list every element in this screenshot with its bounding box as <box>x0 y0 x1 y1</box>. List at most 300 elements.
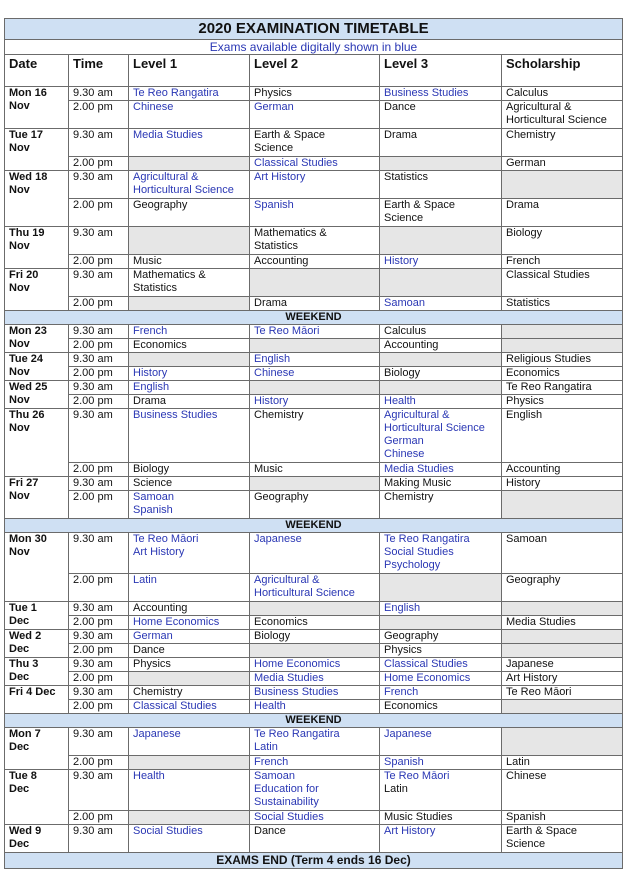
header-date: Date <box>5 55 69 87</box>
exam-subject: Mathematics & <box>254 227 327 239</box>
exam-subject: Media Studies <box>506 616 576 628</box>
exam-subject: Chinese <box>384 448 425 460</box>
level-1-cell <box>129 101 250 129</box>
exam-subject: Agricultural & <box>384 409 450 421</box>
weekend-separator <box>5 519 623 533</box>
header-level-3: Level 3 <box>380 55 502 87</box>
level-1-cell <box>129 297 250 311</box>
table-row <box>5 339 623 353</box>
table-row <box>5 700 623 714</box>
exam-subject: Home Economics <box>254 658 341 670</box>
exam-subject: Social Studies <box>254 811 324 823</box>
timetable-body <box>5 87 623 853</box>
date-text: Nov <box>9 490 30 502</box>
exam-subject: Science <box>506 838 546 850</box>
level-2-cell <box>250 409 380 463</box>
level-1-cell <box>129 756 250 770</box>
header-scholarship: Scholarship <box>502 55 623 87</box>
exam-subject: German <box>133 630 173 642</box>
exam-subject: Chinese <box>254 367 295 379</box>
level-2-cell <box>250 491 380 519</box>
exam-subject: Religious Studies <box>506 353 591 365</box>
weekend-label: WEEKEND <box>5 311 623 325</box>
level-2-cell <box>250 129 380 157</box>
level-3-cell <box>380 700 502 714</box>
exam-subject: Statistics <box>384 171 429 183</box>
level-1-cell <box>129 616 250 630</box>
level-3-cell <box>380 463 502 477</box>
table-row <box>5 644 623 658</box>
level-2-cell <box>250 700 380 714</box>
time-cell: 9.30 am <box>69 658 129 672</box>
date-text: Nov <box>9 240 30 252</box>
exam-subject: Health <box>254 700 286 712</box>
table-row <box>5 269 623 297</box>
exam-subject: Biology <box>506 227 543 239</box>
date-cell <box>5 686 69 714</box>
level-3-cell <box>380 574 502 602</box>
exam-subject: Drama <box>133 395 167 407</box>
exam-subject: Making Music <box>384 477 452 489</box>
level-2-cell <box>250 825 380 853</box>
exam-subject: Chemistry <box>384 491 434 503</box>
level-1-cell <box>129 811 250 825</box>
table-row <box>5 395 623 409</box>
table-row <box>5 157 623 171</box>
level-3-cell <box>380 533 502 574</box>
exam-subject: Chinese <box>506 770 547 782</box>
date-text: Dec <box>9 671 30 683</box>
exam-subject: Samoan <box>254 770 295 782</box>
exam-subject: German <box>254 101 294 113</box>
exam-subject: French <box>254 756 289 768</box>
level-3-cell <box>380 477 502 491</box>
date-text: Tue 24 <box>9 353 44 365</box>
exam-subject: Home Economics <box>133 616 220 628</box>
time-cell: 2.00 pm <box>69 339 129 353</box>
exam-subject: Chemistry <box>254 409 304 421</box>
exam-subject: Samoan <box>133 491 174 503</box>
exam-subject: Calculus <box>506 87 549 99</box>
level-3-cell <box>380 101 502 129</box>
level-1-cell <box>129 574 250 602</box>
exam-subject: Psychology <box>384 559 441 571</box>
time-cell: 9.30 am <box>69 409 129 463</box>
exam-subject: German <box>384 435 424 447</box>
page-title: 2020 EXAMINATION TIMETABLE <box>5 19 623 40</box>
scholarship-cell <box>502 395 623 409</box>
date-cell <box>5 533 69 602</box>
scholarship-cell <box>502 353 623 367</box>
time-cell: 2.00 pm <box>69 297 129 311</box>
level-2-cell <box>250 574 380 602</box>
level-3-cell <box>380 811 502 825</box>
time-cell: 9.30 am <box>69 533 129 574</box>
exam-subject: Latin <box>254 741 278 753</box>
level-3-cell <box>380 255 502 269</box>
level-1-cell <box>129 533 250 574</box>
exam-subject: Japanese <box>133 728 181 740</box>
date-text: Tue 8 <box>9 770 37 782</box>
exam-subject: Social Studies <box>133 825 203 837</box>
level-3-cell <box>380 658 502 672</box>
date-text: Tue 17 <box>9 129 44 141</box>
table-row <box>5 227 623 255</box>
table-row <box>5 630 623 644</box>
level-1-cell <box>129 269 250 297</box>
table-row <box>5 297 623 311</box>
exam-subject: Biology <box>254 630 291 642</box>
time-cell: 9.30 am <box>69 227 129 255</box>
level-2-cell <box>250 297 380 311</box>
table-row <box>5 491 623 519</box>
exam-subject: Business Studies <box>384 87 469 99</box>
date-text: Nov <box>9 338 30 350</box>
table-row <box>5 409 623 463</box>
exam-subject: Chemistry <box>506 129 556 141</box>
exam-subject: Spanish <box>254 199 294 211</box>
exam-subject: Drama <box>254 297 288 309</box>
level-2-cell <box>250 353 380 367</box>
exam-subject: Art History <box>384 825 436 837</box>
level-1-cell <box>129 825 250 853</box>
level-3-cell <box>380 157 502 171</box>
table-row <box>5 101 623 129</box>
exam-subject: Statistics <box>133 282 178 294</box>
date-text: Mon 23 <box>9 325 47 337</box>
level-2-cell <box>250 477 380 491</box>
level-2-cell <box>250 770 380 811</box>
level-3-cell <box>380 825 502 853</box>
exam-subject: Music <box>133 255 162 267</box>
level-1-cell <box>129 227 250 255</box>
exam-subject: Geography <box>384 630 439 642</box>
time-cell: 2.00 pm <box>69 756 129 770</box>
time-cell: 2.00 pm <box>69 811 129 825</box>
table-row <box>5 199 623 227</box>
exam-subject: History <box>254 395 289 407</box>
date-cell <box>5 381 69 409</box>
time-cell: 9.30 am <box>69 353 129 367</box>
exam-subject: Latin <box>384 783 408 795</box>
scholarship-cell <box>502 574 623 602</box>
level-2-cell <box>250 381 380 395</box>
table-row <box>5 367 623 381</box>
table-row <box>5 686 623 700</box>
level-1-cell <box>129 700 250 714</box>
time-cell: 9.30 am <box>69 269 129 297</box>
exam-subject: Science <box>133 477 173 489</box>
level-2-cell <box>250 630 380 644</box>
date-text: Dec <box>9 741 30 753</box>
date-cell <box>5 325 69 353</box>
exam-subject: Spanish <box>506 811 546 823</box>
level-3-cell <box>380 672 502 686</box>
scholarship-cell <box>502 756 623 770</box>
exam-subject: Agricultural & <box>133 171 199 183</box>
time-cell: 2.00 pm <box>69 101 129 129</box>
level-1-cell <box>129 339 250 353</box>
exam-subject: Japanese <box>384 728 432 740</box>
exam-subject: English <box>506 409 543 421</box>
date-cell <box>5 477 69 519</box>
exam-subject: History <box>384 255 419 267</box>
level-2-cell <box>250 672 380 686</box>
level-3-cell <box>380 644 502 658</box>
exam-subject: Dance <box>133 644 165 656</box>
scholarship-cell <box>502 686 623 700</box>
date-text: Wed 2 <box>9 630 42 642</box>
scholarship-cell <box>502 630 623 644</box>
exam-subject: Geography <box>254 491 309 503</box>
level-1-cell <box>129 602 250 616</box>
scholarship-cell <box>502 811 623 825</box>
time-cell: 2.00 pm <box>69 491 129 519</box>
header-level-2: Level 2 <box>250 55 380 87</box>
level-3-cell <box>380 269 502 297</box>
level-1-cell <box>129 367 250 381</box>
scholarship-cell <box>502 227 623 255</box>
level-3-cell <box>380 353 502 367</box>
level-3-cell <box>380 381 502 395</box>
level-3-cell <box>380 339 502 353</box>
scholarship-cell <box>502 770 623 811</box>
table-row <box>5 129 623 157</box>
exam-subject: French <box>384 686 419 698</box>
exam-subject: Statistics <box>506 297 551 309</box>
date-text: Mon 7 <box>9 728 41 740</box>
weekend-label: WEEKEND <box>5 519 623 533</box>
time-cell: 2.00 pm <box>69 199 129 227</box>
exam-subject: Te Reo Rangatira <box>384 533 470 545</box>
table-row <box>5 171 623 199</box>
exam-subject: Latin <box>133 574 157 586</box>
level-1-cell <box>129 672 250 686</box>
level-3-cell <box>380 325 502 339</box>
scholarship-cell <box>502 171 623 199</box>
level-1-cell <box>129 770 250 811</box>
level-2-cell <box>250 686 380 700</box>
date-cell <box>5 129 69 171</box>
scholarship-cell <box>502 157 623 171</box>
exam-subject: Physics <box>254 87 292 99</box>
table-row <box>5 616 623 630</box>
level-3-cell <box>380 602 502 616</box>
scholarship-cell <box>502 339 623 353</box>
table-row <box>5 658 623 672</box>
level-2-cell <box>250 325 380 339</box>
time-cell: 2.00 pm <box>69 672 129 686</box>
time-cell: 2.00 pm <box>69 157 129 171</box>
exam-subject: Biology <box>133 463 170 475</box>
exam-subject: Biology <box>384 367 421 379</box>
table-row <box>5 533 623 574</box>
level-1-cell <box>129 477 250 491</box>
date-text: Nov <box>9 422 30 434</box>
scholarship-cell <box>502 87 623 101</box>
date-text: Tue 1 <box>9 602 37 614</box>
level-3-cell <box>380 756 502 770</box>
exam-subject: Spanish <box>133 504 173 516</box>
table-row <box>5 87 623 101</box>
exam-subject: Accounting <box>254 255 309 267</box>
exam-subject: Health <box>384 395 416 407</box>
date-text: Dec <box>9 643 30 655</box>
exam-subject: Latin <box>506 756 530 768</box>
exam-subject: Drama <box>506 199 540 211</box>
date-text: Thu 26 <box>9 409 45 421</box>
time-cell: 9.30 am <box>69 129 129 157</box>
scholarship-cell <box>502 255 623 269</box>
date-text: Dec <box>9 615 30 627</box>
exam-subject: Samoan <box>384 297 425 309</box>
level-1-cell <box>129 157 250 171</box>
date-text: Mon 16 <box>9 87 47 99</box>
table-row <box>5 825 623 853</box>
level-3-cell <box>380 367 502 381</box>
exam-subject: Physics <box>133 658 171 670</box>
level-3-cell <box>380 409 502 463</box>
header-level-1: Level 1 <box>129 55 250 87</box>
exam-subject: Geography <box>133 199 188 211</box>
exam-subject: Economics <box>254 616 308 628</box>
level-2-cell <box>250 756 380 770</box>
scholarship-cell <box>502 825 623 853</box>
table-row <box>5 353 623 367</box>
level-3-cell <box>380 129 502 157</box>
level-1-cell <box>129 630 250 644</box>
scholarship-cell <box>502 672 623 686</box>
level-1-cell <box>129 644 250 658</box>
level-2-cell <box>250 171 380 199</box>
date-text: Nov <box>9 142 30 154</box>
scholarship-cell <box>502 477 623 491</box>
exam-subject: Economics <box>506 367 560 379</box>
date-text: Thu 19 <box>9 227 45 239</box>
level-3-cell <box>380 227 502 255</box>
level-1-cell <box>129 658 250 672</box>
level-2-cell <box>250 157 380 171</box>
table-row <box>5 463 623 477</box>
level-3-cell <box>380 297 502 311</box>
date-text: Nov <box>9 546 30 558</box>
level-1-cell <box>129 395 250 409</box>
level-2-cell <box>250 463 380 477</box>
time-cell: 9.30 am <box>69 770 129 811</box>
exam-subject: Classical Studies <box>384 658 468 670</box>
level-2-cell <box>250 395 380 409</box>
exam-subject: Dance <box>384 101 416 113</box>
weekend-separator <box>5 311 623 325</box>
table-row <box>5 602 623 616</box>
scholarship-cell <box>502 409 623 463</box>
exam-subject: Music Studies <box>384 811 453 823</box>
exam-subject: Horticultural Science <box>506 114 607 126</box>
exam-subject: Sustainability <box>254 796 319 808</box>
level-1-cell <box>129 255 250 269</box>
exam-subject: Physics <box>384 644 422 656</box>
exam-subject: Earth & Space <box>254 129 325 141</box>
scholarship-cell <box>502 325 623 339</box>
level-3-cell <box>380 395 502 409</box>
time-cell: 9.30 am <box>69 825 129 853</box>
time-cell: 2.00 pm <box>69 255 129 269</box>
table-row <box>5 255 623 269</box>
time-cell: 2.00 pm <box>69 574 129 602</box>
level-2-cell <box>250 87 380 101</box>
level-2-cell <box>250 367 380 381</box>
exam-subject: Art History <box>254 171 306 183</box>
level-3-cell <box>380 491 502 519</box>
scholarship-cell <box>502 700 623 714</box>
exam-subject: Business Studies <box>254 686 339 698</box>
level-1-cell <box>129 463 250 477</box>
scholarship-cell <box>502 463 623 477</box>
date-cell <box>5 227 69 269</box>
date-cell <box>5 825 69 853</box>
exam-subject: Te Reo Māori <box>133 533 199 545</box>
date-text: Dec <box>9 838 30 850</box>
scholarship-cell <box>502 491 623 519</box>
exam-subject: Drama <box>384 129 418 141</box>
date-text: Wed 18 <box>9 171 48 183</box>
level-3-cell <box>380 199 502 227</box>
scholarship-cell <box>502 602 623 616</box>
exam-subject: Accounting <box>506 463 561 475</box>
level-3-cell <box>380 630 502 644</box>
date-cell <box>5 353 69 381</box>
level-2-cell <box>250 269 380 297</box>
level-1-cell <box>129 686 250 700</box>
scholarship-cell <box>502 616 623 630</box>
level-3-cell <box>380 87 502 101</box>
time-cell: 2.00 pm <box>69 644 129 658</box>
exam-subject: Home Economics <box>384 672 471 684</box>
level-2-cell <box>250 533 380 574</box>
date-text: Nov <box>9 366 30 378</box>
scholarship-cell <box>502 199 623 227</box>
exams-end-banner: EXAMS END (Term 4 ends 16 Dec) <box>5 853 623 869</box>
time-cell: 9.30 am <box>69 630 129 644</box>
time-cell: 9.30 am <box>69 686 129 700</box>
date-cell <box>5 409 69 477</box>
exam-subject: Te Reo Rangatira <box>254 728 340 740</box>
exam-subject: Horticultural Science <box>133 184 234 196</box>
time-cell: 9.30 am <box>69 602 129 616</box>
exam-subject: Health <box>133 770 165 782</box>
date-cell <box>5 87 69 129</box>
exam-subject: Social Studies <box>384 546 454 558</box>
exam-subject: Economics <box>133 339 187 351</box>
scholarship-cell <box>502 129 623 157</box>
time-cell: 2.00 pm <box>69 700 129 714</box>
exam-subject: Agricultural & <box>506 101 572 113</box>
exam-subject: Classical Studies <box>254 157 338 169</box>
exam-subject: Science <box>384 212 424 224</box>
exam-subject: English <box>384 602 421 614</box>
time-cell: 2.00 pm <box>69 463 129 477</box>
exam-subject: Science <box>254 142 294 154</box>
time-cell: 9.30 am <box>69 171 129 199</box>
level-1-cell <box>129 171 250 199</box>
date-text: Fri 20 <box>9 269 39 281</box>
level-3-cell <box>380 770 502 811</box>
level-1-cell <box>129 199 250 227</box>
column-header-row <box>5 55 623 87</box>
time-cell: 2.00 pm <box>69 367 129 381</box>
level-1-cell <box>129 325 250 339</box>
scholarship-cell <box>502 367 623 381</box>
